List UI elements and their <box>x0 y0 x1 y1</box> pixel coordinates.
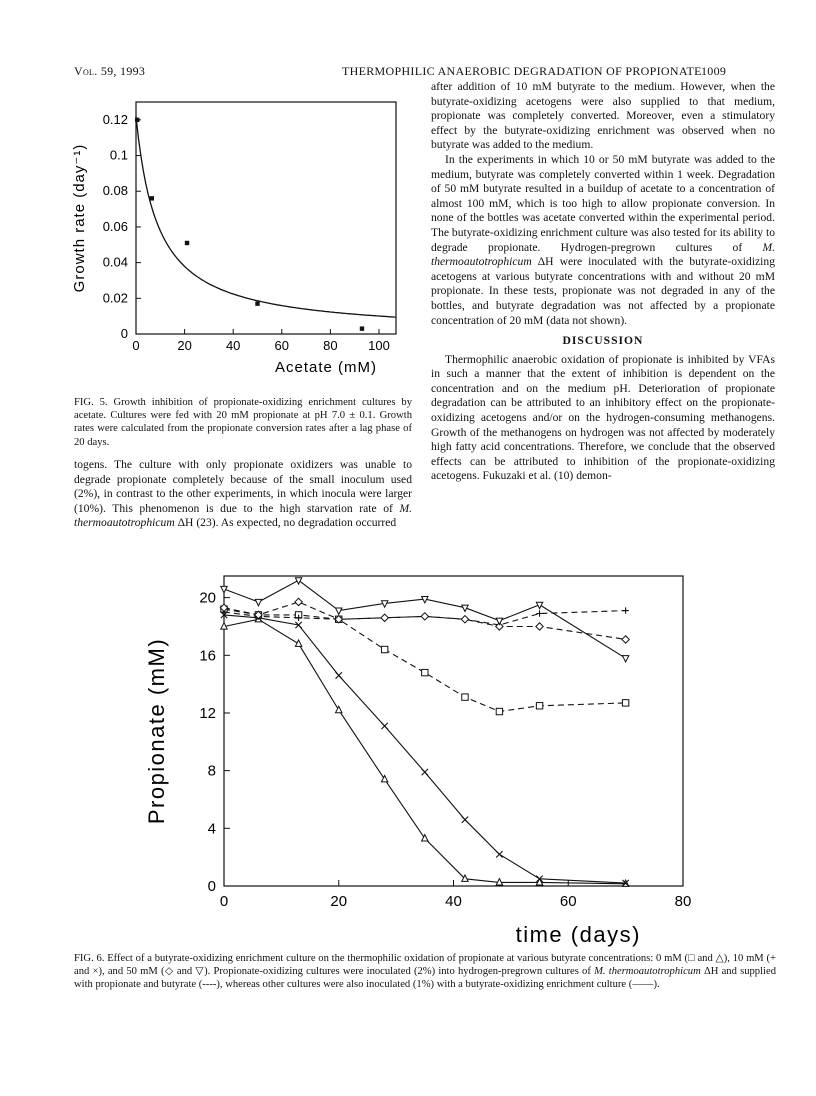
fig6-x-tick-label: 40 <box>445 893 462 910</box>
fig6-y-axis-label: Propionate (mM) <box>144 637 169 825</box>
fig5-x-tick-label: 100 <box>368 338 390 353</box>
fig6-marker-triangle-down <box>622 656 628 662</box>
fig5-data-point <box>255 301 259 305</box>
fig6-marker-diamond <box>421 613 428 620</box>
right-column <box>431 80 775 484</box>
fig6-x-tick-label: 20 <box>330 893 348 910</box>
fig6-marker-square <box>462 694 468 700</box>
fig6-marker-cross <box>336 672 342 678</box>
fig5-y-tick-label: 0 <box>120 326 128 341</box>
fig6-marker-cross <box>381 723 387 729</box>
fig5-caption: FIG. 5. Growth inhibition of propionate-oxidizing enrichment cultures by acetate. Cultures were fed with 20 mM propionate at pH 7.0 ± 0.1. Growth rates were calculated from the propionate conversion rates after a lag phase of 20 days. <box>74 397 412 448</box>
fig6-marker-square <box>381 646 387 652</box>
fig6-marker-cross <box>462 816 468 822</box>
fig5-y-tick-label: 0.08 <box>102 183 128 199</box>
fig6-marker-cross <box>422 769 428 775</box>
right-paragraph-2: In the experiments in which 10 or 50 mM butyrate was added to the medium, butyrate was completely converted within 1 week. Degradation of 50 mM butyrate resulted in a buildup of acetate to a concentration of almost 100 mM, which is too high to allow propionate conversion. In none of the bottles was acetate converted within the experimental period. The butyrate-oxidizing enrichment culture was also tested for its ability to degrade propionate. Hydrogen-pregrown cultures of M. thermoautotrophicum ΔH were inoculated with the butyrate-oxidizing acetogens at various butyrate concentrations with and without 20 mM propionate. In these tests, propionate was not degraded in any of the bottles, and butyrate degradation was not affected by a propionate concentration of 20 mM (data not shown). <box>431 152 775 327</box>
fig6-marker-square <box>622 700 628 706</box>
fig6-series-line-square <box>224 609 626 711</box>
fig6-marker-triangle-down <box>496 618 502 624</box>
header-page-number: 1009 <box>701 64 727 78</box>
fig6-y-tick-label: 0 <box>207 878 216 895</box>
discussion-heading: DISCUSSION <box>562 334 644 348</box>
fig6-series-line-triangle-up <box>224 619 626 884</box>
fig5-y-axis-label: Growth rate (day⁻¹) <box>71 143 88 293</box>
fig5-x-tick-label: 40 <box>225 338 241 353</box>
left-paragraph: togens. The culture with only propionate oxidizers was unable to degrade propionate completely because of the small inoculum used (2%), in contrast to the other experiments, in which inocula were larger (10%). This phenomenon is due to the high starvation rate of M. thermoautotrophicum ΔH (23). As expected, no degradation occurred <box>74 458 412 530</box>
fig6-marker-square <box>422 669 428 675</box>
fig6-marker-square <box>496 708 502 714</box>
fig6-marker-square <box>536 703 542 709</box>
fig5-y-tick-label: 0.1 <box>109 147 128 163</box>
fig6-y-tick-label: 16 <box>199 647 216 665</box>
fig5-y-tick-label: 0.06 <box>102 218 128 234</box>
fig6-plot-frame <box>224 576 683 886</box>
header-volume: Vol. 59, 1993 <box>74 64 146 78</box>
fig6-y-tick-label: 4 <box>207 820 216 838</box>
fig6-x-tick-label: 60 <box>559 893 577 910</box>
fig5-x-tick-label: 60 <box>274 338 290 353</box>
fig5-fit-curve <box>136 116 396 317</box>
fig6-marker-diamond <box>536 623 543 630</box>
fig5-x-tick-label: 0 <box>132 338 140 353</box>
fig6-y-tick-label: 20 <box>199 589 216 607</box>
fig6-x-axis-label: time (days) <box>515 922 641 947</box>
fig6-marker-triangle-down <box>255 599 261 605</box>
fig6-marker-triangle-up <box>295 640 301 646</box>
fig5-y-tick-label: 0.02 <box>102 290 128 306</box>
fig6-marker-diamond <box>295 598 302 605</box>
fig5-x-tick-label: 80 <box>323 338 338 353</box>
fig6-marker-cross <box>496 851 502 857</box>
fig6-propionate-chart <box>130 568 710 948</box>
fig6-y-tick-label: 12 <box>199 704 216 722</box>
fig5-plot-frame <box>136 102 396 334</box>
fig5-x-tick-label: 20 <box>177 338 192 353</box>
fig5-y-tick-label: 0.04 <box>102 254 128 270</box>
fig6-series-line-cross <box>224 615 626 883</box>
fig6-marker-plus <box>622 607 628 613</box>
fig6-y-tick-label: 8 <box>207 762 216 780</box>
fig5-growth-rate-chart <box>66 94 406 384</box>
fig5-data-point <box>185 241 189 245</box>
right-paragraph-1: after addition of 10 mM butyrate to the medium. However, when the butyrate-oxidizing acetogens were also supplied to that medium, propionate was completely converted. Moreover, even a stimulatory effect by the butyrate-oxidizing enrichment was observed when no butyrate was added to the medium. <box>431 80 775 152</box>
header-running-title: THERMOPHILIC ANAEROBIC DEGRADATION OF PROPIONATE <box>342 64 702 78</box>
right-paragraph-3: Thermophilic anaerobic oxidation of propionate is inhibited by VFAs in such a manner that the extent of inhibition is dependent on the concentration and on the medium pH. Deterioration of propionate degradation can be attributed to an inhibitory effect on the propionate-oxidizing acetogens and/or on the hydrogen-consuming methanogens. Growth of the methanogens on hydrogen was not affected by moderately high fatty acid concentrations. Therefore, we conclude that the observed effects can be attributed to inhibition of the propionate-oxidizing acetogens. Fukuzaki et al. (10) demon- <box>431 352 775 483</box>
fig6-x-tick-label: 0 <box>219 893 229 910</box>
fig6-marker-diamond <box>461 616 468 623</box>
fig5-y-tick-label: 0.12 <box>102 111 128 127</box>
fig5-x-axis-label: Acetate (mM) <box>274 359 378 376</box>
fig6-marker-triangle-down <box>336 608 342 614</box>
fig5-data-point <box>360 326 364 330</box>
fig6-marker-diamond <box>381 614 388 621</box>
fig5-data-point <box>135 118 139 122</box>
fig6-caption: FIG. 6. Effect of a butyrate-oxidizing enrichment culture on the thermophilic oxidation of propionate at various butyrate concentrations: 0 mM (□ and △), 10 mM (+ and ×), and 50 mM (◇ and ▽). Propionate-oxidizing cultures were inoculated (2%) into hydrogen-pregrown cultures of M. thermoautotrophicum ΔH and supplied with propionate and butyrate (----), whereas other cultures were also inoculated (1%) with a butyrate-oxidizing enrichment culture (——). <box>74 953 776 991</box>
fig6-marker-plus <box>536 610 542 616</box>
left-column <box>74 458 412 531</box>
fig6-marker-diamond <box>622 636 629 643</box>
fig6-x-tick-label: 80 <box>674 893 692 910</box>
fig5-data-point <box>150 196 154 200</box>
